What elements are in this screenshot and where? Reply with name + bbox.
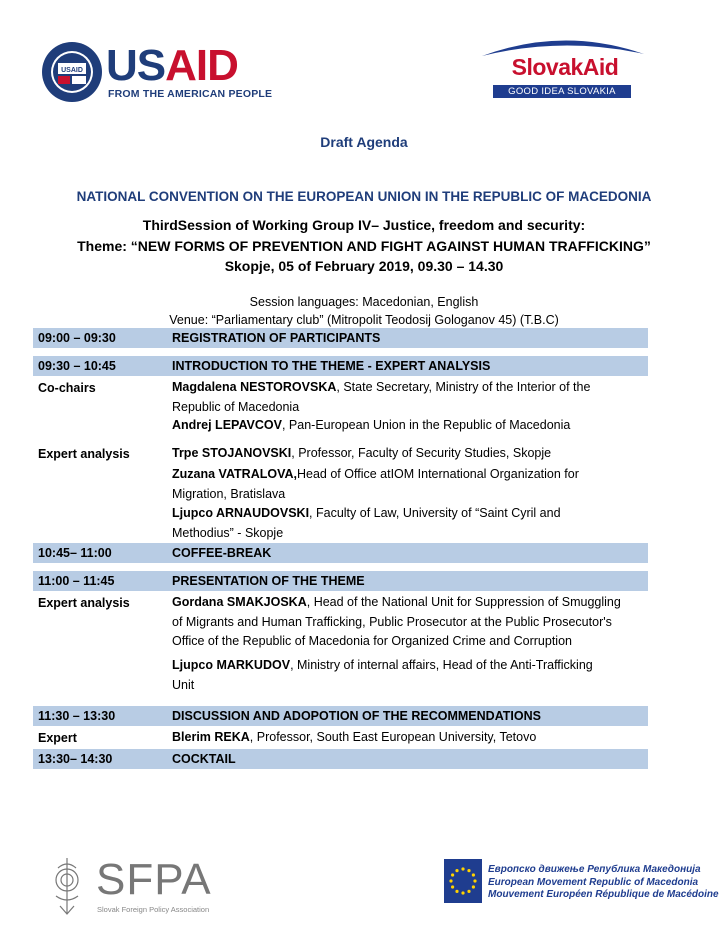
- speaker-role-cont: Unit: [172, 677, 195, 692]
- speaker-role: , Faculty of Law, University of “Saint Cyril and: [309, 506, 561, 520]
- slovakaid-wordmark: SlovakAid: [511, 54, 619, 80]
- session-languages: Session languages: Macedonian, English: [249, 295, 479, 309]
- speaker-name: Andrej LEPAVCOV: [172, 418, 282, 432]
- expert-analysis-label: Expert analysis: [38, 596, 130, 610]
- speaker-entry: [172, 444, 642, 464]
- usaid-wordmark: [106, 41, 238, 90]
- agenda-time: 11:00 – 11:45: [38, 574, 115, 588]
- agenda-title: COFFEE-BREAK: [172, 546, 272, 560]
- usaid-word-us: US: [106, 41, 166, 90]
- agenda-time: 13:30– 14:30: [38, 752, 113, 766]
- usaid-word-aid: AID: [165, 41, 238, 90]
- usaid-seal-label: USAID: [61, 67, 83, 74]
- speaker-role: Head of Office atIOM International Organization for: [297, 467, 579, 481]
- agenda-row-discussion: [33, 706, 648, 726]
- usaid-tagline: FROM THE AMERICAN PEOPLE: [108, 88, 273, 100]
- speaker-entry: [172, 593, 642, 652]
- speaker-role: , Head of the National Unit for Suppression of Smuggling: [306, 595, 621, 609]
- agenda-row-presentation: [33, 571, 648, 591]
- speaker-name: Ljupco MARKUDOV: [172, 658, 291, 672]
- agenda-title: INTRODUCTION TO THE THEME - EXPERT ANALYSIS: [172, 359, 491, 373]
- agenda-row-coffee-break: [33, 543, 648, 563]
- speaker-role-cont: Office of the Republic of Macedonia for Organized Crime and Corruption: [172, 634, 572, 648]
- agenda-row-cocktail: [33, 749, 648, 769]
- speaker-entry: [172, 656, 642, 695]
- speaker-name: Blerim REKA: [172, 730, 250, 744]
- em-line-en: European Movement Republic of Macedonia: [488, 876, 699, 888]
- speaker-name: Magdalena NESTOROVSKA: [172, 380, 337, 394]
- speaker-name: Ljupco ARNAUDOVSKI: [172, 506, 310, 520]
- agenda-time: 10:45– 11:00: [38, 546, 112, 560]
- eu-flag-icon: [444, 859, 482, 903]
- agenda-title: DISCUSSION AND ADOPOTION OF THE RECOMMENDATIONS: [172, 709, 541, 723]
- venue-line: Venue: “Parliamentary club” (Mitropolit Teodosij Gologanov 45) (T.B.C): [169, 313, 559, 327]
- theme-title: Theme: “NEW FORMS OF PREVENTION AND FIGHT AGAINST HUMAN TRAFFICKING”: [77, 238, 651, 254]
- sfpa-tagline: Slovak Foreign Policy Association: [97, 905, 210, 914]
- sfpa-wordmark: SFPA: [96, 855, 212, 904]
- speaker-role-cont: of Migrants and Human Trafficking, Public Prosecutor at the Public Prosecutor's: [172, 614, 612, 629]
- speaker-role: , Pan-European Union in the Republic of Macedonia: [281, 418, 571, 432]
- speaker-role-cont: Methodius” - Skopje: [172, 525, 284, 540]
- speaker-role: , Professor, South East European University, Tetovo: [249, 730, 537, 744]
- speaker-role: , Professor, Faculty of Security Studies, Skopje: [291, 446, 552, 460]
- expert-analysis-label: Expert analysis: [38, 447, 130, 461]
- expert-label: Expert: [38, 731, 77, 745]
- speaker-entry: [172, 504, 642, 543]
- usaid-seal-icon: [41, 41, 103, 103]
- agenda-time: 09:30 – 10:45: [38, 359, 116, 373]
- agenda-time: 09:00 – 09:30: [38, 331, 116, 345]
- session-title: ThirdSession of Working Group IV– Justice, freedom and security:: [142, 217, 586, 233]
- speaker-entry: [172, 378, 642, 417]
- agenda-row-registration: [33, 328, 648, 348]
- date-line: Skopje, 05 of February 2019, 09.30 – 14.30: [224, 258, 504, 274]
- agenda-title: PRESENTATION OF THE THEME: [172, 574, 365, 588]
- speaker-role: , Ministry of internal affairs, Head of the Anti-Trafficking: [290, 658, 593, 672]
- draft-agenda-heading: Draft Agenda: [320, 134, 408, 150]
- speaker-name: Gordana SMAKJOSKA: [172, 595, 307, 609]
- em-line-fr: Mouvement Européen République de Macédoine: [488, 889, 719, 900]
- cochairs-label: Co-chairs: [38, 381, 96, 395]
- speaker-entry: [172, 728, 642, 748]
- slovakaid-tagline: GOOD IDEA SLOVAKIA: [493, 85, 631, 98]
- agenda-time: 11:30 – 13:30: [38, 709, 116, 723]
- agenda-title: REGISTRATION OF PARTICIPANTS: [172, 331, 381, 345]
- speaker-entry: [172, 465, 642, 504]
- agenda-title: COCKTAIL: [172, 752, 236, 766]
- agenda-row-introduction: [33, 356, 648, 376]
- speaker-name: Trpe STOJANOVSKI: [172, 446, 292, 460]
- speaker-role-cont: Republic of Macedonia: [172, 399, 300, 414]
- speaker-entry: [172, 416, 642, 436]
- speaker-name: Zuzana VATRALOVA,: [172, 467, 297, 481]
- convention-title: NATIONAL CONVENTION ON THE EUROPEAN UNION IN THE REPUBLIC OF MACEDONIA: [76, 189, 652, 204]
- sfpa-emblem-icon: [50, 856, 84, 916]
- european-movement-text: [488, 864, 719, 902]
- speaker-role: , State Secretary, Ministry of the Interior of the: [336, 380, 591, 394]
- em-line-mk: Европско движење Република Македонија: [488, 864, 701, 875]
- speaker-role-cont: Migration, Bratislava: [172, 486, 286, 501]
